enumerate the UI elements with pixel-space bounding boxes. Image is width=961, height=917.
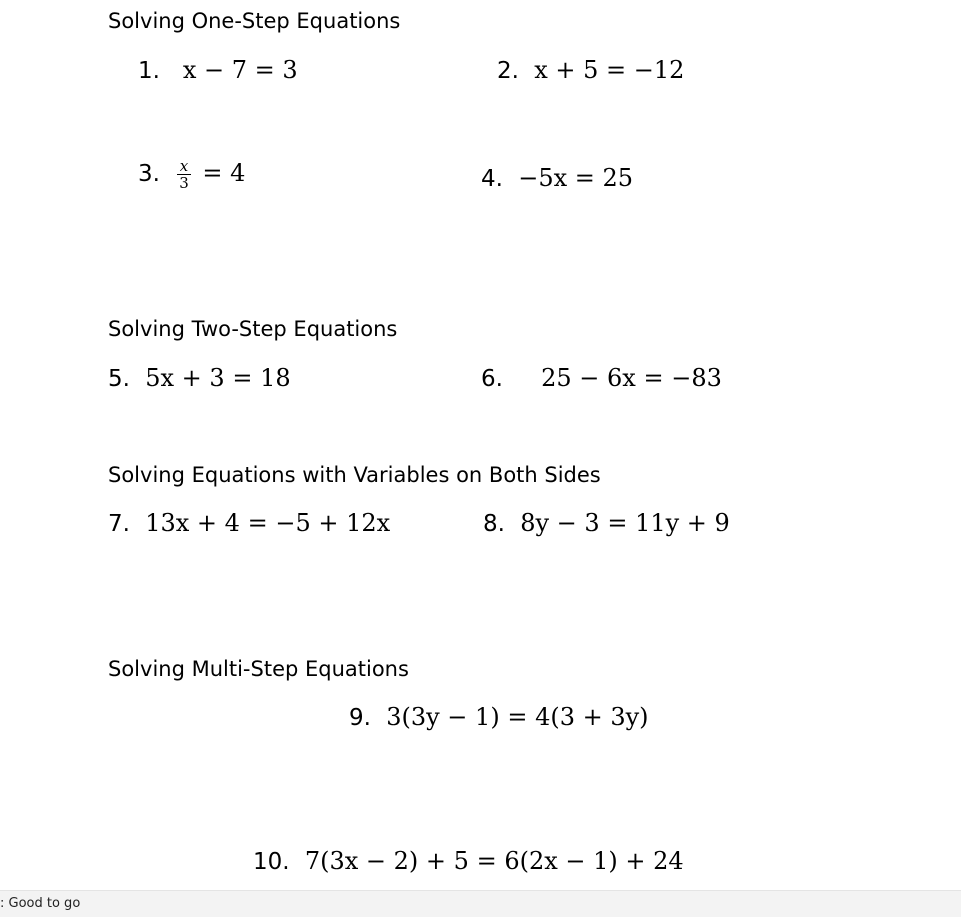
equation-lhs: 25 − 6x <box>541 364 636 392</box>
fraction-denominator: 3 <box>179 174 189 192</box>
equation-rhs: 4 <box>230 159 246 187</box>
status-bar <box>0 890 961 917</box>
equation-rhs: −83 <box>671 364 722 392</box>
problem-5: 5. 5x + 3 = 18 <box>108 364 291 392</box>
problem-10: 10. 7(3x − 2) + 5 = 6(2x − 1) + 24 <box>253 847 684 875</box>
problem-number: 10. <box>253 849 290 875</box>
problem-7: 7. 13x + 4 = −5 + 12x <box>108 509 391 537</box>
equation-rhs: −5 + 12x <box>275 509 391 537</box>
equation-rhs: 3 <box>282 56 298 84</box>
problem-8: 8. 8y − 3 = 11y + 9 <box>483 509 730 537</box>
equation-rhs: 25 <box>602 164 634 192</box>
equation-lhs: x − 7 <box>182 56 248 84</box>
equation-lhs: −5x <box>518 164 568 192</box>
problem-number: 8. <box>483 511 505 537</box>
problem-3: 3. $\frac{x}{3}$ = 4 <box>138 157 246 192</box>
problem-number: 9. <box>349 705 371 731</box>
equation-rhs: 18 <box>260 364 291 392</box>
equation-lhs: 7(3x − 2) + 5 <box>304 847 469 875</box>
heading-two-step: Solving Two-Step Equations <box>108 317 398 341</box>
heading-one-step: Solving One-Step Equations <box>108 9 401 33</box>
problem-number: 4. <box>481 166 503 192</box>
problem-number: 3. <box>138 161 160 187</box>
fraction <box>177 158 191 191</box>
problem-number: 6. <box>481 366 503 392</box>
equation-rhs: 4(3 + 3y) <box>535 703 649 731</box>
fraction-numerator: x <box>177 158 191 175</box>
problem-number: 1. <box>138 58 160 84</box>
problem-4: 4. −5x = 25 <box>481 164 634 192</box>
problem-2: 2. x + 5 = −12 <box>497 56 685 84</box>
equation-rhs: 11y + 9 <box>635 509 730 537</box>
problem-number: 5. <box>108 366 130 392</box>
heading-both-sides: Solving Equations with Variables on Both Sides <box>108 463 601 487</box>
equation-lhs: 8y − 3 <box>520 509 600 537</box>
equation-rhs: −12 <box>633 56 685 84</box>
heading-multi-step: Solving Multi-Step Equations <box>108 657 409 681</box>
equation-rhs: 6(2x − 1) + 24 <box>504 847 684 875</box>
problem-6: 6. 25 − 6x = −83 <box>481 364 722 392</box>
problem-number: 2. <box>497 58 519 84</box>
problem-number: 7. <box>108 511 130 537</box>
equation-lhs: 13x + 4 <box>145 509 240 537</box>
problem-9: 9. 3(3y − 1) = 4(3 + 3y) <box>349 703 649 731</box>
problem-1: 1. x − 7 = 3 <box>138 56 298 84</box>
status-text: : Good to go <box>0 896 81 911</box>
equation-lhs: 5x + 3 <box>145 364 225 392</box>
equation-lhs: x + 5 <box>534 56 599 84</box>
equation-lhs: 3(3y − 1) <box>386 703 500 731</box>
